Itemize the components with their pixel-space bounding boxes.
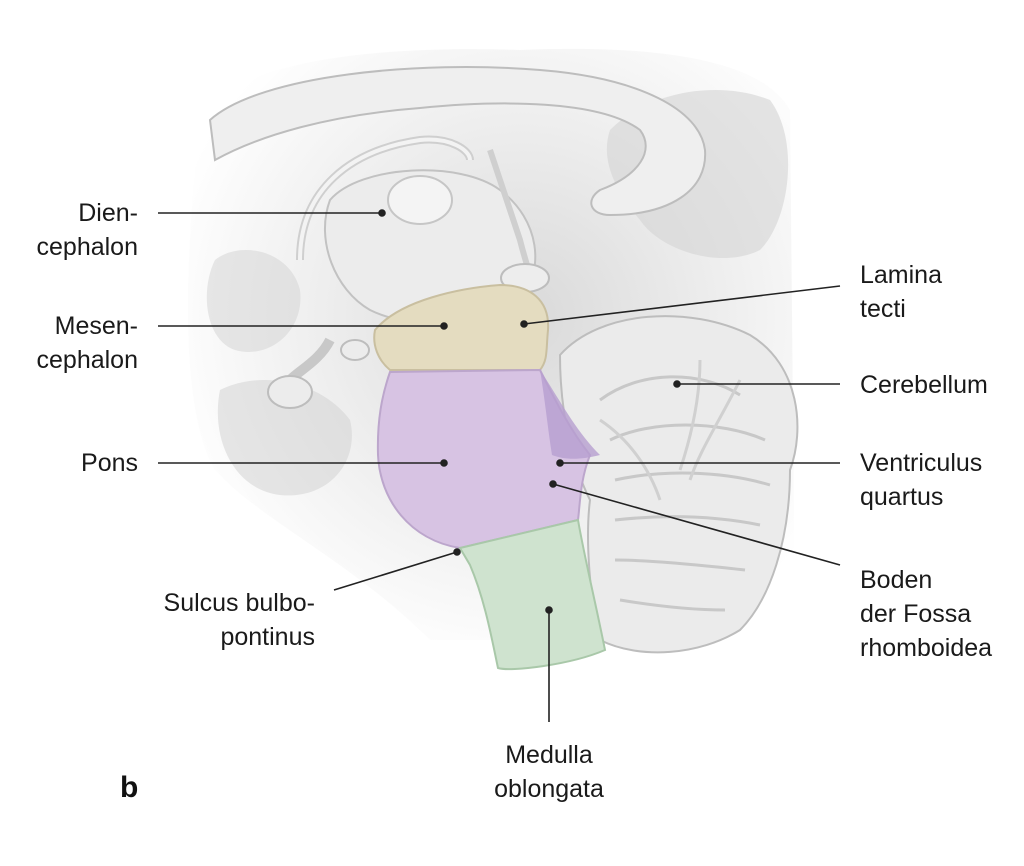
label-medulla-oblongata: Medulla oblongata [494,741,604,803]
hypophysis [268,376,312,408]
mammillary-body [341,340,369,360]
label-cerebellum: Cerebellum [860,371,988,399]
interthalamic-adhesion [388,176,452,224]
panel-letter: b [120,771,139,804]
medulla-region [460,520,605,669]
label-boden-fossa-rhomboidea: Boden der Fossa rhomboidea [860,566,993,662]
label-lamina-tecti: Lamina tecti [860,261,942,323]
label-ventriculus-quartus: Ventriculus quartus [860,449,983,511]
label-pons: Pons [81,449,138,477]
label-sulcus-bulbopontinus: Sulcus bulbo- pontinus [163,589,315,651]
label-diencephalon: Dien- cephalon [36,199,138,261]
label-mesencephalon: Mesen- cephalon [36,312,138,374]
